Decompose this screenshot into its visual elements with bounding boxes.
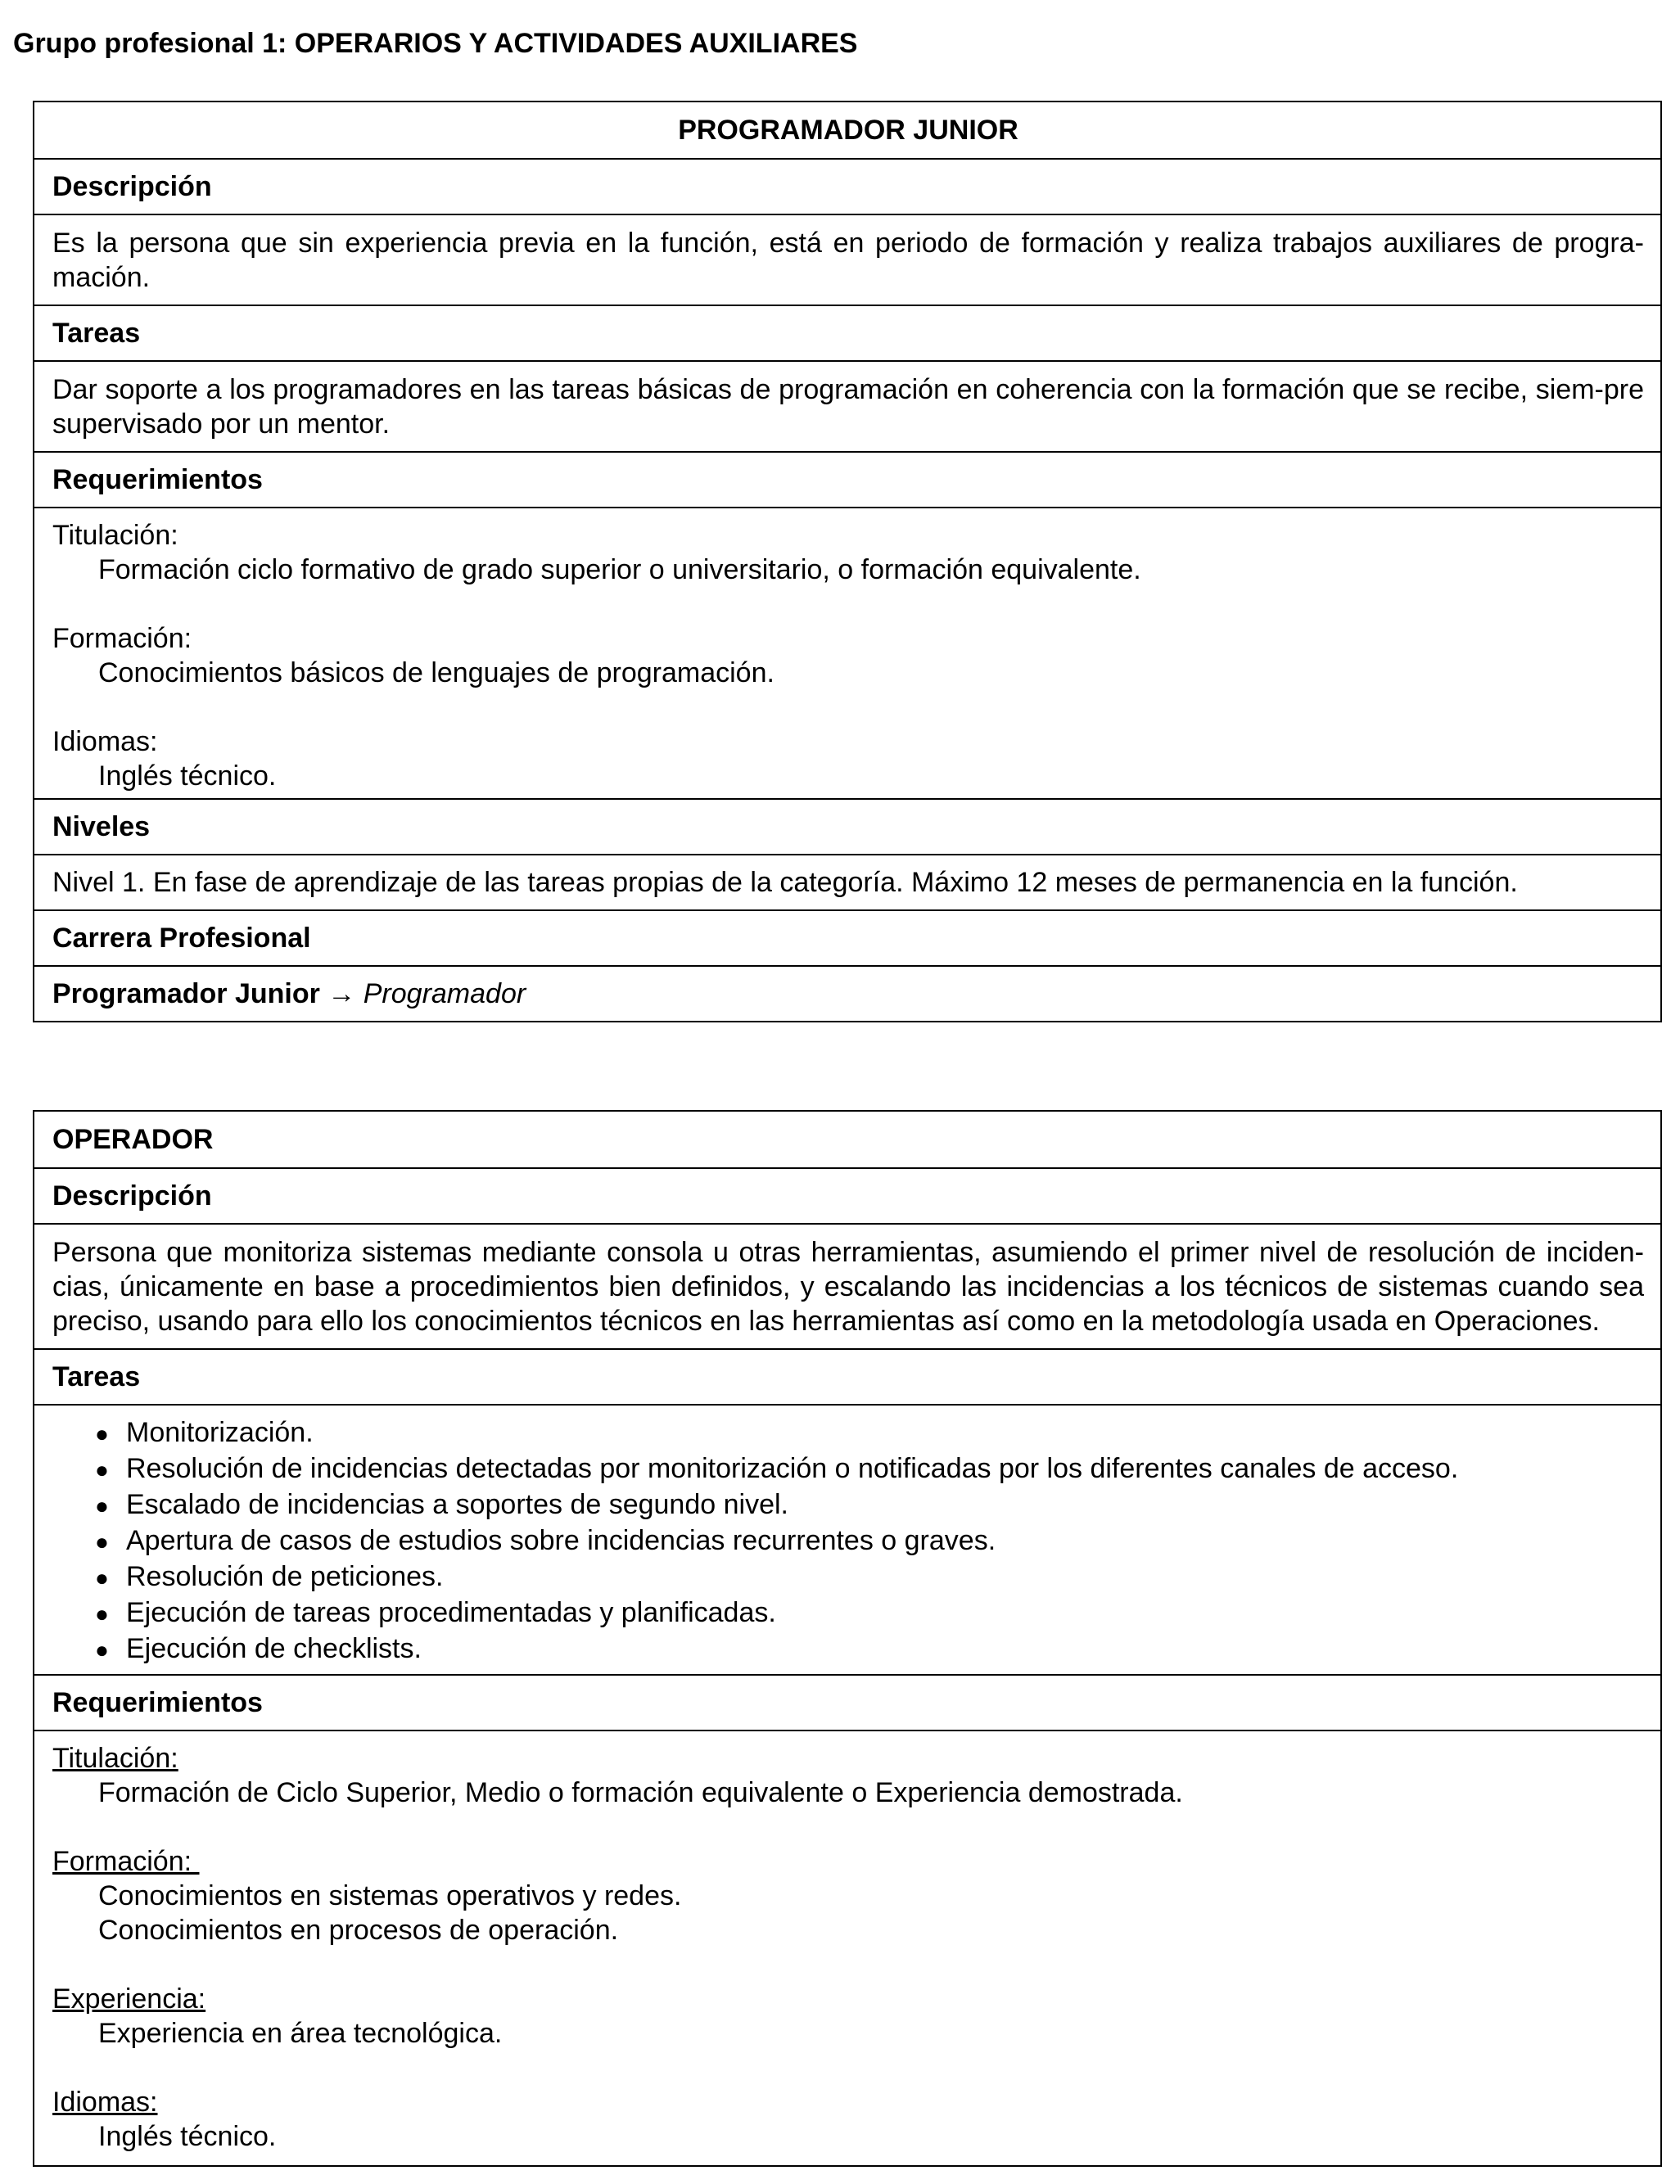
task-text: Ejecución de tareas procedimentadas y planificadas. — [126, 1597, 776, 1628]
carrera-to: Programador — [363, 978, 526, 1009]
requerimientos-heading: Requerimientos — [34, 451, 1660, 507]
carrera-path — [34, 965, 1660, 1021]
descripcion-heading: Descripción — [34, 1167, 1660, 1223]
req-formacion — [52, 1844, 1644, 1947]
niveles-text: Nivel 1. En fase de aprendizaje de las tareas propias de la categoría. Máximo 12 meses de permanencia en la función. — [34, 854, 1660, 909]
niveles-heading: Niveles — [34, 798, 1660, 854]
req-value: Conocimientos en sistemas operativos y redes. — [98, 1880, 682, 1911]
req-label: Idiomas: — [52, 2087, 158, 2118]
task-text: Resolución de incidencias detectadas por monitorización o notificadas por los diferentes canales de acceso. — [126, 1453, 1459, 1484]
req-formacion — [52, 621, 1644, 690]
descripcion-text: Persona que monitoriza sistemas mediante consola u otras herramientas, asumiendo el primer nivel de resolución de inciden-cias, únicamente en base a procedimientos bien definidos, y escalando las incidencias a los técnicos de sistemas cuando sea preciso, usando para ello los conocimientos técnicos en las herramientas así como en la metodología usada en Operaciones. — [34, 1223, 1660, 1348]
tareas-list-section — [34, 1404, 1660, 1674]
task-text: Escalado de incidencias a soportes de segundo nivel. — [126, 1489, 788, 1520]
bullet-icon: ● — [95, 1529, 109, 1555]
req-titulacion — [52, 1741, 1644, 1810]
bullet-icon: ● — [95, 1421, 109, 1446]
tareas-text: Dar soporte a los programadores en las tareas básicas de programación en coherencia con la formación que se recibe, siem-pre supervisado por un mentor. — [34, 360, 1660, 451]
group-title: Grupo profesional 1: OPERARIOS Y ACTIVIDADES AUXILIARES — [13, 28, 858, 59]
tareas-heading: Tareas — [34, 1348, 1660, 1404]
req-label: Titulación: — [52, 1743, 178, 1774]
req-value: Inglés técnico. — [98, 2121, 277, 2152]
req-label: Formación: — [52, 1846, 200, 1877]
req-value: Experiencia en área tecnológica. — [98, 2018, 503, 2049]
task-text: Apertura de casos de estudios sobre incidencias recurrentes o graves. — [126, 1525, 996, 1556]
list-item — [95, 1595, 1644, 1631]
requerimientos-heading: Requerimientos — [34, 1674, 1660, 1730]
req-value: Conocimientos en procesos de operación. — [98, 1915, 619, 1946]
tareas-list — [52, 1415, 1644, 1667]
bullet-icon: ● — [95, 1637, 109, 1663]
bullet-icon: ● — [95, 1601, 109, 1627]
req-value: Formación de Ciclo Superior, Medio o formación equivalente o Experiencia demostrada. — [98, 1777, 1183, 1808]
arrow-right-icon: → — [327, 978, 356, 1009]
bullet-icon: ● — [95, 1493, 109, 1518]
card-title: OPERADOR — [52, 1124, 214, 1155]
list-item — [95, 1559, 1644, 1595]
list-item — [95, 1487, 1644, 1523]
carrera-heading: Carrera Profesional — [34, 909, 1660, 965]
req-label: Idiomas: — [52, 726, 158, 757]
req-idiomas — [52, 724, 1644, 793]
requerimientos-section — [34, 507, 1660, 798]
task-text: Resolución de peticiones. — [126, 1561, 444, 1592]
card-title: PROGRAMADOR JUNIOR — [678, 115, 1018, 146]
requerimientos-section — [34, 1730, 1660, 2165]
req-value: Inglés técnico. — [98, 760, 277, 792]
job-card-operador — [33, 1110, 1662, 2167]
req-value: Conocimientos básicos de lenguajes de programación. — [98, 657, 775, 688]
list-item — [95, 1523, 1644, 1559]
bullet-icon: ● — [95, 1565, 109, 1591]
req-label: Titulación: — [52, 520, 178, 551]
req-label: Experiencia: — [52, 1983, 206, 2015]
descripcion-text: Es la persona que sin experiencia previa en la función, está en periodo de formación y realiza trabajos auxiliares de progra-mación. — [34, 214, 1660, 305]
req-titulacion — [52, 518, 1644, 587]
list-item — [95, 1631, 1644, 1667]
req-label: Formación: — [52, 623, 192, 654]
req-value: Formación ciclo formativo de grado superior o universitario, o formación equivalente. — [98, 554, 1141, 585]
task-text: Ejecución de checklists. — [126, 1633, 422, 1664]
tareas-heading: Tareas — [34, 305, 1660, 360]
carrera-from: Programador Junior — [52, 978, 320, 1009]
req-experiencia — [52, 1982, 1644, 2051]
req-idiomas — [52, 2085, 1644, 2154]
job-card-programador-junior — [33, 101, 1662, 1022]
list-item — [95, 1451, 1644, 1487]
task-text: Monitorización. — [126, 1417, 314, 1448]
bullet-icon: ● — [95, 1457, 109, 1482]
descripcion-heading: Descripción — [34, 158, 1660, 214]
list-item — [95, 1415, 1644, 1451]
